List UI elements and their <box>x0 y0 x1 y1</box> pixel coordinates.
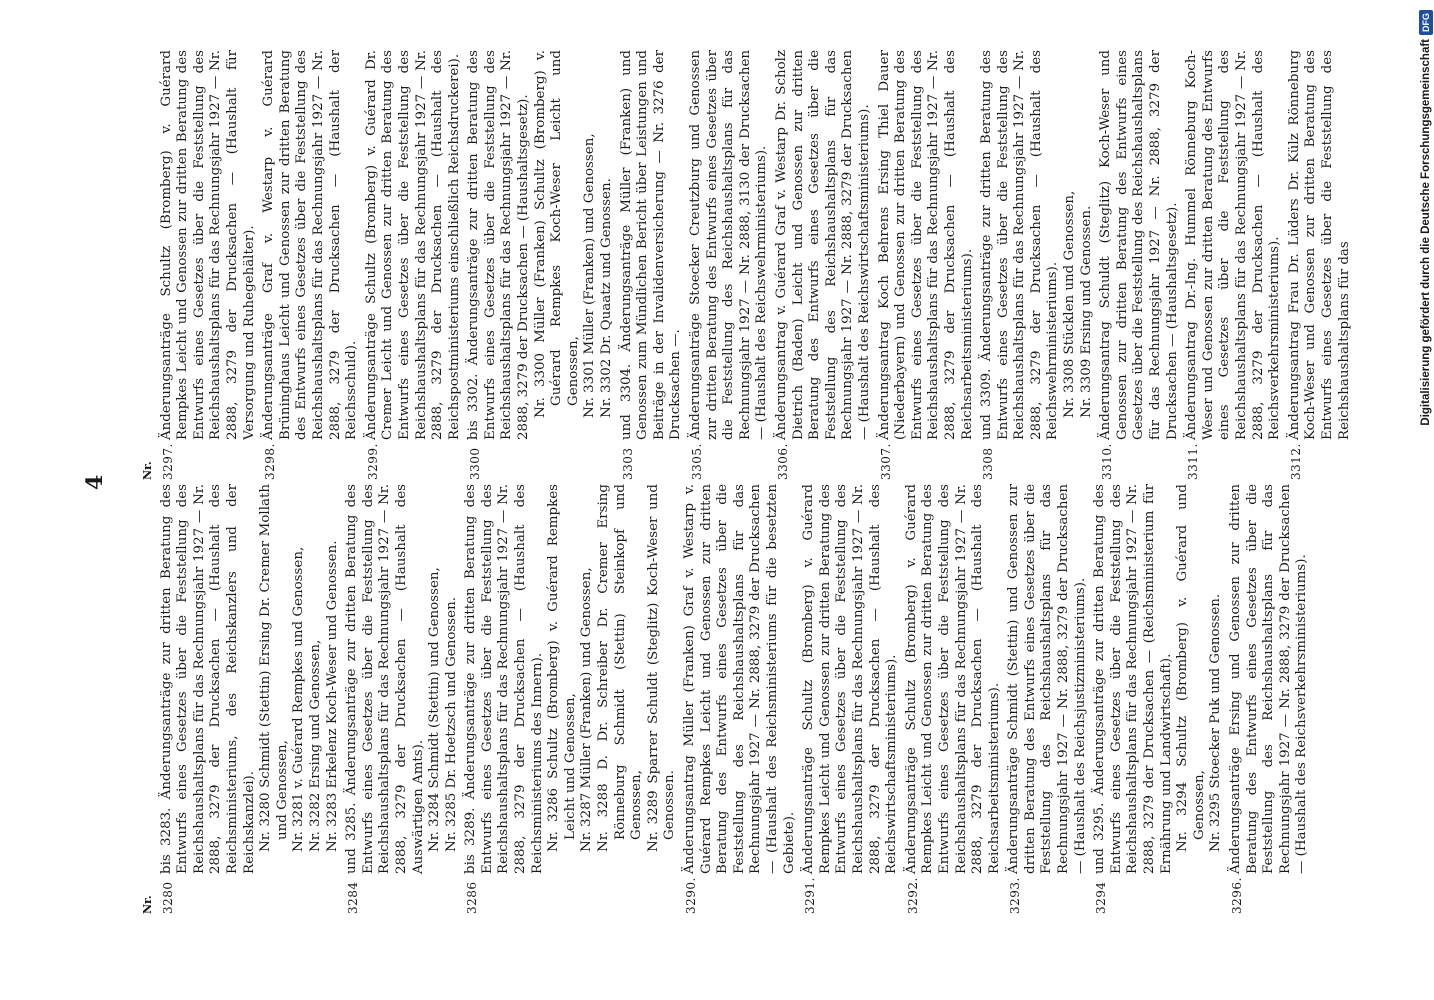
entry-number: 3290. <box>684 877 698 914</box>
entry-text <box>682 484 798 874</box>
entry-main-line: Änderungsanträge Ersing und Genossen zur dritten Beratung des Entwurfs eines Gesetzes über die Feststellung des Reichshaushaltsplans für das Rechnungsjahr 1927 — Nr. 2888, 3279 der Drucksachen — (Haushalt des Reichsverkehrsministeriums). <box>1228 484 1310 874</box>
entry-main-line: Änderungsanträge Schultz (Bromberg) v. Guérard Rempkes Leicht und Genossen zur dritten Beratung des Entwurfs eines Gesetzes über die Feststellung des Reichshaushaltsplans für das Rechnungsjahr 1927 — Nr. 2888, 3279 der Drucksachen — (Haushalt für Versorgung und Ruhegehälter). <box>158 50 257 440</box>
digitization-credit <box>1418 10 1434 990</box>
entry-text <box>1287 50 1353 440</box>
entry-main-line: und 3285. Änderungsanträge zur dritten Beratung des Entwurfs eines Gesetzes über die Feststellung des Reichshaushaltsplans für das Rechnungsjahr 1927 — Nr. 2888, 3279 der Drucksachen — (Haushalt des Auswärtigen Amts). <box>344 484 426 874</box>
entry-sub-line: Nr. 3302 Dr. Quaatz und Genossen. <box>599 178 615 418</box>
entry-text <box>261 50 361 440</box>
entry-number: 3286 <box>465 881 480 914</box>
entry-main-line: Änderungsanträge Stoecker Creutzburg und Genossen zur dritten Beratung des Entwurfs eines Gesetzes über die Feststellung des Reichshaushaltsplans für das Rechnungsjahr 1927 — Nr. 2888, 3130 der Drucksachen — (Haushalt des Reichswehrministeriums). <box>688 50 770 440</box>
entry-text <box>801 484 901 874</box>
entry-text <box>364 50 464 440</box>
entry-number: 3305. <box>690 443 704 480</box>
entry-main-line: Änderungsantrag Frau Dr. Lüders Dr. Külz Rönneburg Koch-Weser und Genossen zur dritten Beratung des Entwurfs eines Gesetzes über die Feststellung des Reichshaushaltsplans für das <box>1286 50 1352 440</box>
list-item <box>682 484 798 914</box>
entry-text <box>1184 50 1284 440</box>
entry-main-line: bis 3289. Änderungsanträge zur dritten Beratung des Entwurfs eines Gesetzes über die Feststellung des Reichshaushaltsplans für das Rechnungsjahr 1927 — Nr. 2888, 3279 der Drucksachen — (Haushalt des Reichsministeriums des Innern). <box>463 484 545 874</box>
entry-sub-line: Nr. 3283 Erkelenz Koch-Weser und Genossen. <box>324 540 340 852</box>
entry-number: 3298. <box>263 443 278 480</box>
entry-sub-line: Nr. 3285 Dr. Hoetzsch und Genossen. <box>443 597 459 852</box>
entry-number: 3291. <box>803 877 818 914</box>
entry-sub-line: Nr. 3294 Schultz (Bromberg) v. Guérard und Genossen, <box>1175 484 1207 852</box>
entry-number: 3294 <box>1094 881 1109 914</box>
column-header: Nr. <box>141 895 154 914</box>
list-item <box>688 50 771 480</box>
list-item <box>774 50 874 480</box>
list-item <box>344 484 460 914</box>
entry-sub-line: Nr. 3295 Stoecker Puk und Genossen. <box>1208 593 1224 852</box>
entry-number: 3292. <box>905 877 920 914</box>
entry-text <box>159 50 259 440</box>
entry-text <box>1006 484 1089 874</box>
entry-sub-line: Nr. 3300 Müller (Franken) Schultz (Bromberg) v. Guérard Rempkes Koch-Weser Leicht und Genossen, <box>532 50 581 418</box>
entry-text <box>1092 484 1225 874</box>
dfg-logo: DFG <box>1419 10 1433 35</box>
entry-main-line: Änderungsanträge Schultz (Bromberg) v. Guérard Dr. Cremer Leicht und Genossen zur dritten Beratung des Entwurfs eines Gesetzes über die Feststellung des Reichshaushaltsplans für das Rechnungsjahr 1927 — Nr. 2888, 3279 der Drucksachen — (Haushalt des Reichspostministeriums einschließlich Reichsdruckerei). <box>363 50 462 440</box>
entry-sub-line: Nr. 3301 Müller (Franken) und Genossen, <box>582 133 598 418</box>
entry-main-line: Änderungsanträge Schultz (Bromberg) v. Guérard Rempkes Leicht und Genossen zur dritten Beratung des Entwurfs eines Gesetzes über die Feststellung des Reichshaushaltsplans für das Rechnungsjahr 1927 — Nr. 2888, 3279 der Drucksachen — (Haushalt des Reichsarbeitsministeriums). <box>903 484 1002 874</box>
entry-number: 3311. <box>1186 443 1201 480</box>
list-item <box>1287 50 1353 480</box>
entry-main-line: bis 3302. Änderungsanträge zur dritten Beratung des Entwurfs eines Gesetzes über die Feststellung des Reichshaushaltsplans für das Rechnungsjahr 1927 — Nr. 2888, 3279 der Drucksachen — (Haushaltsgesetz). <box>466 50 532 440</box>
list-item <box>261 50 361 480</box>
entry-text <box>877 50 977 440</box>
entry-sub-line: Nr. 3280 Schmidt (Stettin) Ersing Dr. Cremer Mollath und Genossen, <box>258 484 290 852</box>
entry-text <box>1228 484 1311 874</box>
entry-main-line: und 3304. Änderungsanträge Müller (Franken) und Genossen zum Mündlichen Bericht über Leistungen und Beiträge in der Invalidenversicherung — Nr. 3276 der Drucksachen —. <box>618 50 684 440</box>
entry-number: 3284 <box>346 881 361 914</box>
entry-number: 3300 <box>468 447 483 480</box>
entry-number: 3296. <box>1230 877 1244 914</box>
entry-text <box>688 50 771 440</box>
list-item <box>466 50 615 480</box>
page-number: 4 <box>82 474 108 490</box>
entry-text <box>1098 50 1181 440</box>
entry-number: 3308 <box>981 447 996 480</box>
credit-text: Digitalisierung gefördert durch die Deutsche Forschungsgemeinschaft <box>1420 39 1432 426</box>
entry-sub-line: Nr. 3288 D. Dr. Schreiber Dr. Cremer Ersing Rönneburg Schmidt (Stettin) Steinkopf und Genossen, <box>596 484 645 852</box>
list-item <box>1098 50 1181 480</box>
entry-number: 3297. <box>160 443 175 480</box>
column-header: Nr. <box>141 461 154 480</box>
entry-sub-line: Nr. 3309 Ersing und Genossen. <box>1078 205 1094 418</box>
entry-main-line: Änderungsanträge Schmidt (Stettin) und Genossen zur dritten Beratung des Entwurfs eines Gesetzes über die Feststellung des Reichshaushaltsplans für das Rechnungsjahr 1927 — Nr. 2888, 3279 der Drucksachen — (Haushalt des Reichsjustizministeriums). <box>1006 484 1088 874</box>
entry-sub-line: Nr. 3287 Müller (Franken) und Genossen, <box>579 567 595 852</box>
entry-text <box>344 484 460 874</box>
entry-number: 3299. <box>365 443 380 480</box>
entry-number: 3303 <box>620 447 635 480</box>
right-column <box>140 50 1356 480</box>
list-item <box>877 50 977 480</box>
entry-main-line: und 3309. Änderungsanträge zur dritten Beratung des Entwurfs eines Gesetzes über die Feststellung des Reichshaushaltsplans für das Rechnungsjahr 1927 — Nr. 2888, 3279 der Drucksachen — (Haushalt des Reichswehrministeriums). <box>979 50 1061 440</box>
entry-main-line: Änderungsantrag Dr.-Ing. Hummel Rönneburg Koch-Weser und Genossen zur dritten Beratung des Entwurfs eines Gesetzes über die Feststellung des Reichshaushaltsplans für das Rechnungsjahr 1927 — Nr. 2888, 3279 der Drucksachen — (Haushalt des Reichsverkehrsministeriums). <box>1184 50 1283 440</box>
list-item <box>904 484 1004 914</box>
entry-main-line: Änderungsantrag Müller (Franken) Graf v. Westarp v. Guérard Rempkes Leicht und Genossen zur dritten Beratung des Entwurfs eines Gesetzes über die Feststellung des Reichshaushaltsplans für das Rechnungsjahr 1927 — Nr. 2888, 3279 der Drucksachen — (Haushalt des Reichsministeriums für die besetzten Gebiete). <box>682 484 797 874</box>
entry-main-line: Änderungsanträge Schultz (Bromberg) v. Guérard Rempkes Leicht und Genossen zur dritten Beratung des Entwurfs eines Gesetzes über die Feststellung des Reichshaushaltsplans für das Rechnungsjahr 1927 — Nr. 2888, 3279 der Drucksachen — (Haushalt des Reichswirtschaftsministeriums). <box>801 484 900 874</box>
entry-main-line: bis 3283. Änderungsanträge zur dritten Beratung des Entwurfs eines Gesetzes über die Feststellung des Reichshaushaltsplans für das Rechnungsjahr 1927 — Nr. 2888, 3279 der Drucksachen — (Haushalt des Reichsministeriums, des Reichskanzlers und der Reichskanzlei). <box>158 484 257 874</box>
list-item <box>1184 50 1284 480</box>
entry-main-line: Änderungsantrag v. Guérard Graf v. Westarp Dr. Scholz Dietrich (Baden) Leicht und Genossen zur dritten Beratung des Entwurfs eines Gesetzes über die Feststellung des Reichshaushaltsplans für das Rechnungsjahr 1927 — Nr. 2888, 3279 der Drucksachen — (Haushalt des Reichswirtschaftsministeriums). <box>773 50 872 440</box>
entry-sub-line: Nr. 3289 Sparrer Schuldt (Steglitz) Koch-Weser und Genossen. <box>645 484 678 852</box>
entry-number: 3310. <box>1100 443 1115 480</box>
entry-sub-line: Nr. 3308 Stücklen und Genossen, <box>1062 190 1078 418</box>
list-item <box>979 50 1095 480</box>
entry-text <box>466 50 615 440</box>
list-item <box>364 50 464 480</box>
entry-main-line: Änderungsantrag Koch Behrens Ersing Thiel Dauer (Niederbayern) und Genossen zur dritten Beratung des Entwurfs eines Gesetzes über die Feststellung des Reichshaushaltsplans für das Rechnungsjahr 1927 — Nr. 2888, 3279 der Drucksachen — (Haushalt des Reichsarbeitsministeriums). <box>876 50 975 440</box>
entry-number: 3312. <box>1288 443 1303 480</box>
entry-number: 3306. <box>775 443 790 480</box>
entry-sub-line: Nr. 3282 Ersing und Genossen, <box>307 639 323 852</box>
entry-main-line: Änderungsanträge Graf v. Westarp v. Guérard Brüninghaus Leicht und Genossen zur dritten Beratung des Entwurfs eines Gesetzes über die Feststellung des Reichshaushaltsplans für das Rechnungsjahr 1927 — Nr. 2888, 3279 der Drucksachen — (Haushalt der Reichsschuld). <box>261 50 360 440</box>
entry-sub-line: Nr. 3281 v. Guérard Rempkes und Genossen, <box>291 546 307 852</box>
entry-sub-line: Nr. 3284 Schmidt (Stettin) und Genossen, <box>427 567 443 852</box>
list-item <box>1228 484 1311 914</box>
left-column <box>140 484 1314 914</box>
entry-text <box>904 484 1004 874</box>
list-item <box>1092 484 1225 914</box>
entry-sub-line: Nr. 3286 Schultz (Bromberg) v. Guérard Rempkes Leicht und Genossen, <box>546 484 578 852</box>
list-item <box>159 50 259 480</box>
list-item <box>1006 484 1089 914</box>
entry-text <box>159 484 342 874</box>
entry-main-line: Änderungsantrag Schuldt (Steglitz) Koch-Weser und Genossen zur dritten Beratung des Entwurfs eines Gesetzes über die Feststellung des Reichshaushaltsplans für das Rechnungsjahr 1927 — Nr. 2888, 3279 der Drucksachen — (Haushaltsgesetz). <box>1098 50 1180 440</box>
entry-number: 3293. <box>1008 877 1023 914</box>
entry-text <box>463 484 679 874</box>
entry-main-line: und 3295. Änderungsanträge zur dritten Beratung des Entwurfs eines Gesetzes über die Feststellung des Reichshaushaltsplans für das Rechnungsjahr 1927 — Nr. 2888, 3279 der Drucksachen — (Reichsministerium für Ernährung und Landwirtschaft). <box>1092 484 1174 874</box>
entry-number: 3307. <box>878 443 893 480</box>
entry-text <box>979 50 1095 440</box>
entry-text <box>619 50 685 440</box>
list-item <box>619 50 685 480</box>
list-item <box>463 484 679 914</box>
list-item <box>801 484 901 914</box>
entry-number: 3280 <box>160 881 175 914</box>
list-item <box>159 484 342 914</box>
entry-text <box>774 50 874 440</box>
